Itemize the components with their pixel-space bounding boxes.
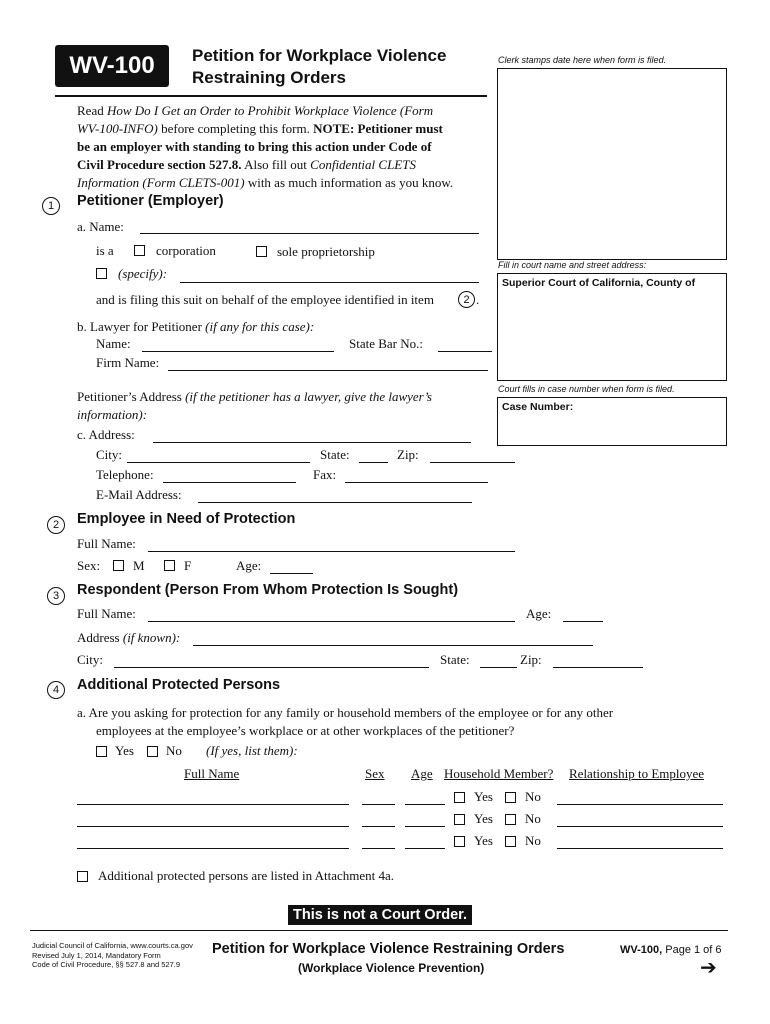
section-1-heading: Petitioner (Employer) <box>77 193 224 209</box>
page-number: WV-100, Page 1 of 6 <box>620 944 722 956</box>
person-3-age-field[interactable] <box>405 848 445 849</box>
sex-f-checkbox[interactable] <box>164 560 175 571</box>
case-label: Case Number: <box>502 401 574 413</box>
sex-f-label: F <box>184 558 192 573</box>
protect-no-checkbox[interactable] <box>147 746 158 757</box>
person-2-name-field[interactable] <box>77 826 349 827</box>
list-them-label: (If yes, list them): <box>206 743 298 758</box>
judicial-council-info: Judicial Council of California, www.courts.ca.gov Revised July 1, 2014, Mandatory Form Code of Civil Procedure, §§ 527.8 and 527.9 <box>32 941 193 969</box>
section-4-heading: Additional Protected Persons <box>77 677 281 693</box>
respondent-city-label: City: <box>77 652 104 667</box>
form-id-badge: WV-100 <box>55 45 169 87</box>
not-court-order-banner: This is not a Court Order. <box>288 905 472 925</box>
intro-paragraph: Read How Do I Get an Order to Prohibit Workplace Violence (Form WV-100-INFO) before completing this form. NOTE: Petitioner must be an employer with standing to bring this action under Code of Civil Procedure section 527.8. Also fill out Confidential CLETS Information (Form CLETS-001) with as much information as you know. <box>77 103 454 190</box>
person-1-sex-field[interactable] <box>362 804 395 805</box>
respondent-address-field[interactable] <box>193 645 593 646</box>
filing-period: . <box>476 292 480 307</box>
section-3-number: 3 <box>47 587 65 605</box>
person-2-sex-field[interactable] <box>362 826 395 827</box>
petitioner-name-field[interactable] <box>140 233 479 234</box>
person-1-household-yes-checkbox[interactable] <box>454 792 465 803</box>
sole-proprietorship-checkbox[interactable] <box>256 246 267 257</box>
section-2-number: 2 <box>47 516 65 534</box>
clerk-note: Clerk stamps date here when form is filed. <box>498 55 667 65</box>
email-field[interactable] <box>198 502 472 503</box>
person-3-relationship-field[interactable] <box>557 848 723 849</box>
respondent-state-label: State: <box>440 652 470 667</box>
state-field[interactable] <box>359 462 388 463</box>
city-label: City: <box>96 447 123 462</box>
telephone-label: Telephone: <box>96 467 154 482</box>
col-full-name: Full Name <box>184 766 240 781</box>
sex-m-checkbox[interactable] <box>113 560 124 571</box>
clerk-stamp-box[interactable] <box>497 68 727 260</box>
city-field[interactable] <box>127 462 310 463</box>
person-2-relationship-field[interactable] <box>557 826 723 827</box>
person-2-no-label: No <box>525 811 541 826</box>
state-label: State: <box>320 447 350 462</box>
attachment-4a-label: Additional protected persons are listed in Attachment 4a. <box>98 868 395 883</box>
petitioner-address-note: Petitioner’s Address (if the petitioner has a lawyer, give the lawyer’s information): <box>77 389 432 422</box>
zip-field[interactable] <box>430 462 515 463</box>
email-label: E-Mail Address: <box>96 487 182 502</box>
person-3-sex-field[interactable] <box>362 848 395 849</box>
title-line-2: Restraining Orders <box>192 68 346 87</box>
firm-name-label: Firm Name: <box>96 355 160 370</box>
lawyer-name-field[interactable] <box>142 351 334 352</box>
state-bar-label: State Bar No.: <box>349 336 424 351</box>
corporation-label: corporation <box>156 243 216 258</box>
respondent-city-field[interactable] <box>114 667 429 668</box>
protect-no-label: No <box>166 743 182 758</box>
lawyer-name-label: Name: <box>96 336 131 351</box>
corporation-checkbox[interactable] <box>134 245 145 256</box>
person-3-no-label: No <box>525 833 541 848</box>
col-household: Household Member? <box>444 766 554 781</box>
specify-label: (specify): <box>118 266 168 281</box>
respondent-zip-label: Zip: <box>520 652 542 667</box>
protection-question: a. Are you asking for protection for any family or household members of the employee or for any other employees at the employee’s workplace or at other workplaces of the petitioner? <box>77 705 614 738</box>
state-bar-field[interactable] <box>438 351 492 352</box>
col-relationship: Relationship to Employee <box>569 766 705 781</box>
header-rule <box>55 95 487 97</box>
respondent-state-field[interactable] <box>480 667 517 668</box>
lawyer-label: b. Lawyer for Petitioner (if any for this case): <box>77 319 315 334</box>
court-label: Superior Court of California, County of <box>502 277 696 289</box>
petitioner-name-label: a. Name: <box>77 219 124 234</box>
person-2-household-yes-checkbox[interactable] <box>454 814 465 825</box>
case-number-box[interactable] <box>497 397 727 446</box>
specify-field[interactable] <box>180 282 479 283</box>
respondent-age-label: Age: <box>526 606 552 621</box>
person-1-name-field[interactable] <box>77 804 349 805</box>
attachment-4a-checkbox[interactable] <box>77 871 88 882</box>
respondent-zip-field[interactable] <box>553 667 643 668</box>
col-sex: Sex <box>365 766 385 781</box>
fax-label: Fax: <box>313 467 337 482</box>
sex-m-label: M <box>133 558 145 573</box>
protect-yes-label: Yes <box>115 743 134 758</box>
person-1-household-no-checkbox[interactable] <box>505 792 516 803</box>
employee-sex-label: Sex: <box>77 558 101 573</box>
is-a-label: is a <box>96 243 114 258</box>
employee-name-field[interactable] <box>148 551 515 552</box>
respondent-address-label: Address (if known): <box>77 630 181 645</box>
section-3-heading: Respondent (Person From Whom Protection Is Sought) <box>77 582 459 598</box>
address-label: c. Address: <box>77 427 135 442</box>
form-title <box>192 45 446 89</box>
court-note: Fill in court name and street address: <box>498 260 647 270</box>
firm-name-field[interactable] <box>168 370 488 371</box>
title-line-1: Petition for Workplace Violence <box>192 46 447 65</box>
sole-proprietorship-label: sole proprietorship <box>277 244 375 259</box>
person-3-household-yes-checkbox[interactable] <box>454 836 465 847</box>
respondent-name-field[interactable] <box>148 621 515 622</box>
person-2-yes-label: Yes <box>474 811 493 826</box>
telephone-field[interactable] <box>163 482 296 483</box>
person-3-name-field[interactable] <box>77 848 349 849</box>
next-page-arrow-icon: ➔ <box>700 957 717 979</box>
specify-checkbox[interactable] <box>96 268 107 279</box>
respondent-age-field[interactable] <box>563 621 603 622</box>
person-3-yes-label: Yes <box>474 833 493 848</box>
section-1-number: 1 <box>42 197 60 215</box>
court-name-box[interactable] <box>497 273 727 381</box>
footer-title: Petition for Workplace Violence Restraining Orders <box>212 941 565 957</box>
fax-field[interactable] <box>345 482 488 483</box>
person-2-household-no-checkbox[interactable] <box>505 814 516 825</box>
person-3-household-no-checkbox[interactable] <box>505 836 516 847</box>
footer-subtitle: (Workplace Violence Prevention) <box>298 961 485 975</box>
respondent-name-label: Full Name: <box>77 606 136 621</box>
filing-text: and is filing this suit on behalf of the employee identified in item <box>96 292 434 307</box>
employee-age-field[interactable] <box>270 573 313 574</box>
zip-label: Zip: <box>397 447 419 462</box>
case-note: Court fills in case number when form is filed. <box>498 384 675 394</box>
person-1-yes-label: Yes <box>474 789 493 804</box>
section-2-heading: Employee in Need of Protection <box>77 511 296 527</box>
protect-yes-checkbox[interactable] <box>96 746 107 757</box>
address-field[interactable] <box>153 442 471 443</box>
item-2-reference: 2 <box>458 291 475 308</box>
person-1-relationship-field[interactable] <box>557 804 723 805</box>
employee-name-label: Full Name: <box>77 536 136 551</box>
section-4-number: 4 <box>47 681 65 699</box>
employee-age-label: Age: <box>236 558 262 573</box>
person-1-age-field[interactable] <box>405 804 445 805</box>
col-age: Age <box>411 766 433 781</box>
person-2-age-field[interactable] <box>405 826 445 827</box>
person-1-no-label: No <box>525 789 541 804</box>
footer-rule <box>30 930 728 931</box>
